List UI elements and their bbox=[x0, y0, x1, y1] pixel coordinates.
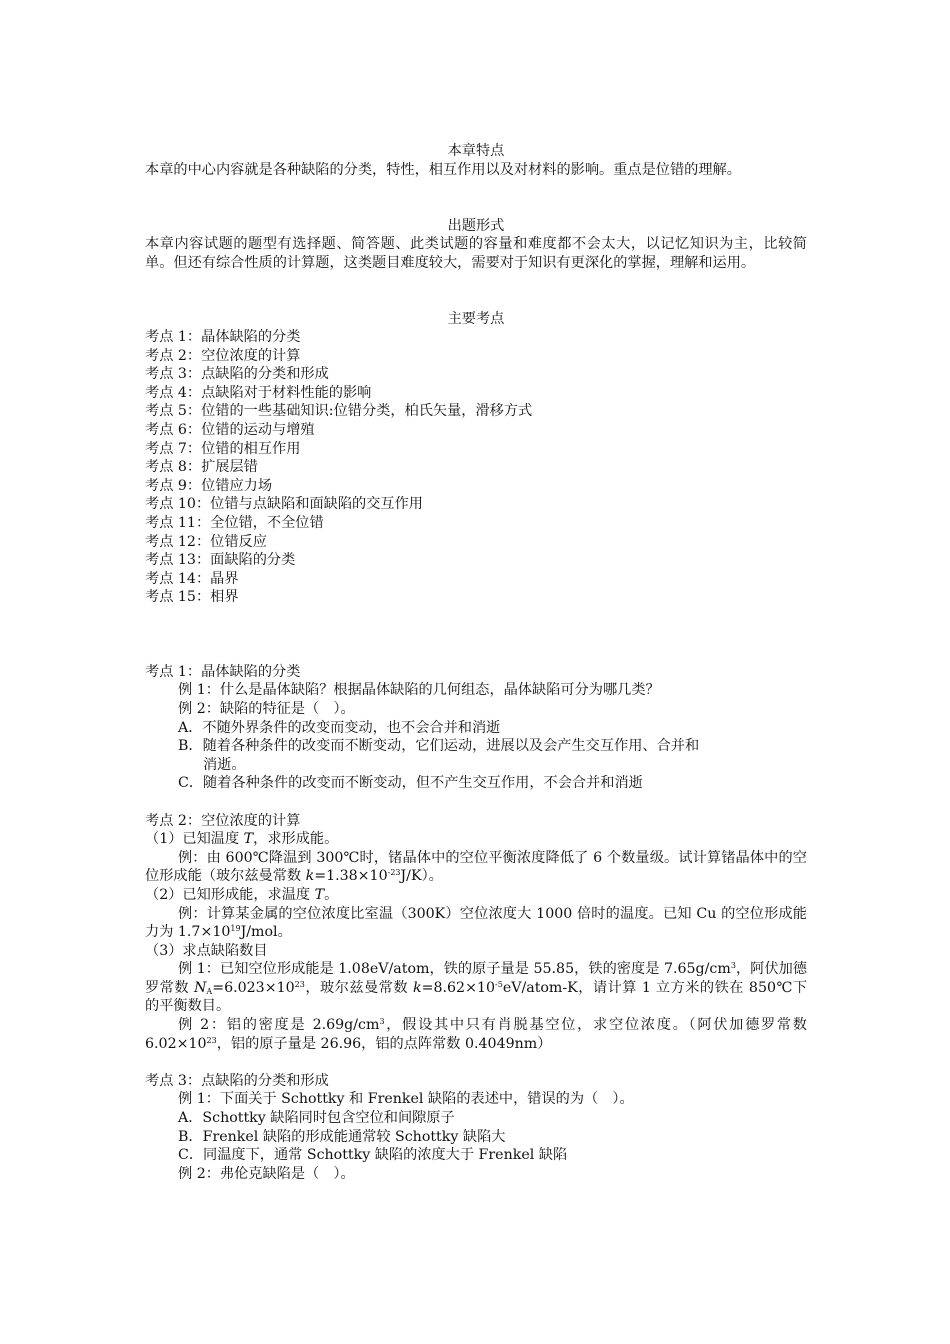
kp1-example-1: 例 1：什么是晶体缺陷？根据晶体缺陷的几何组态，晶体缺陷可分为哪几类？ bbox=[178, 682, 660, 699]
kp2-example-1: 例：由 600℃降温到 300℃时，锗晶体中的空位平衡浓度降低了 6 个数量级。试计算锗晶体中的空位形成能（玻尔兹曼常数 $k=1.38\times 10^{-23}J/K$）。 bbox=[145, 849, 807, 885]
key-point-item: 考点 3：点缺陷的分类和形成 bbox=[145, 366, 329, 383]
document-page bbox=[145, 0, 807, 1183]
section-body-format: 本章内容试题的题型有选择题、简答题、此类试题的容量和难度都不会太大，以记忆知识为主，比较简单。但还有综合性质的计算题，这类题目难度较大，需要对于知识有更深化的掌握，理解和运用。 bbox=[145, 236, 807, 271]
kp2-example-4: 例 2：铝的密度是 $2.69g/cm^3$，假设其中只有肖脱基空位，求空位浓度。（阿伏加德罗常数 $6.02\times 10^{23}$，铝的原子量是 26.96，铝的点阵常数 0.4049nm） bbox=[145, 1017, 807, 1052]
kp2-example-3: 例 1：已知空位形成能是 1.08eV/atom，铁的原子量是 55.85，铁的密度是 $7.65g/cm^3$，阿伏加德罗常数 $N_A=6.023\times 10^{23}$，玻尔兹曼常数 $k=8.62\times 10^{-5}eV/atom-K$，请计算 1 立方米的铁在 850℃下的平衡数目。 bbox=[145, 961, 808, 1015]
key-point-item: 考点 1：晶体缺陷的分类 bbox=[145, 329, 301, 346]
kp3-option-b: B．Frenkel 缺陷的形成能通常较 Schottky 缺陷大 bbox=[178, 1128, 506, 1145]
key-point-item: 考点 10：位错与点缺陷和面缺陷的交互作用 bbox=[145, 496, 423, 513]
kp3-title: 考点 3：点缺陷的分类和形成 bbox=[145, 1072, 329, 1089]
key-point-item: 考点 8：扩展层错 bbox=[145, 459, 258, 476]
key-point-item: 考点 5：位错的一些基础知识:位错分类，柏氏矢量，滑移方式 bbox=[145, 403, 533, 420]
kp2-title: 考点 2：空位浓度的计算 bbox=[145, 812, 301, 829]
key-point-item: 考点 11：全位错，不全位错 bbox=[145, 515, 324, 532]
kp1-title: 考点 1：晶体缺陷的分类 bbox=[145, 663, 301, 680]
kp1-option-b-cont: 消逝。 bbox=[203, 756, 246, 773]
kp2-sub-2: （2）已知形成能，求温度 T。 bbox=[145, 886, 339, 903]
key-point-item: 考点 13：面缺陷的分类 bbox=[145, 552, 296, 569]
kp2-sub-1: （1）已知温度 T，求形成能。 bbox=[145, 831, 339, 848]
key-point-item: 考点 6：位错的运动与增殖 bbox=[145, 422, 315, 439]
section-body-features: 本章的中心内容就是各种缺陷的分类，特性，相互作用以及对材料的影响。重点是位错的理解。 bbox=[145, 161, 741, 178]
kp3-example-2: 例 2：弗伦克缺陷是（ ）。 bbox=[178, 1165, 355, 1182]
key-point-item: 考点 12：位错反应 bbox=[145, 533, 267, 550]
kp1-example-2: 例 2：缺陷的特征是（ ）。 bbox=[178, 700, 355, 717]
key-point-item: 考点 2：空位浓度的计算 bbox=[145, 347, 301, 364]
kp1-option-b: B．随着各种条件的改变而不断变动，它们运动，进展以及会产生交互作用、合并和 bbox=[178, 738, 700, 755]
key-point-item: 考点 4：点缺陷对于材料性能的影响 bbox=[145, 384, 372, 401]
key-point-item: 考点 9：位错应力场 bbox=[145, 477, 273, 494]
kp1-option-a: A．不随外界条件的改变而变动，也不会合并和消逝 bbox=[178, 719, 501, 736]
kp1-option-c: C．随着各种条件的改变而不断变动，但不产生交互作用，不会合并和消逝 bbox=[178, 775, 643, 792]
key-point-item: 考点 7：位错的相互作用 bbox=[145, 440, 301, 457]
kp2-sub-3: （3）求点缺陷数目 bbox=[145, 942, 268, 959]
key-point-list bbox=[145, 328, 807, 607]
section-title-features: 本章特点 bbox=[447, 143, 505, 160]
section-title-format: 出题形式 bbox=[447, 217, 505, 234]
key-point-item: 考点 15：相界 bbox=[145, 589, 239, 606]
kp3-option-a: A．Schottky 缺陷同时包含空位和间隙原子 bbox=[178, 1110, 455, 1127]
kp2-example-2: 例：计算某金属的空位浓度比室温（300K）空位浓度大 1000 倍时的温度。已知 Cu 的空位形成能力为 $1.7\times 10^{19}J$/mol。 bbox=[145, 905, 807, 941]
kp3-option-c: C．同温度下，通常 Schottky 缺陷的浓度大于 Frenkel 缺陷 bbox=[178, 1147, 568, 1164]
kp3-example-1: 例 1：下面关于 Schottky 和 Frenkel 缺陷的表述中，错误的为（ ）。 bbox=[178, 1091, 634, 1108]
key-point-item: 考点 14：晶界 bbox=[145, 570, 239, 587]
section-title-key-points: 主要考点 bbox=[447, 310, 505, 327]
